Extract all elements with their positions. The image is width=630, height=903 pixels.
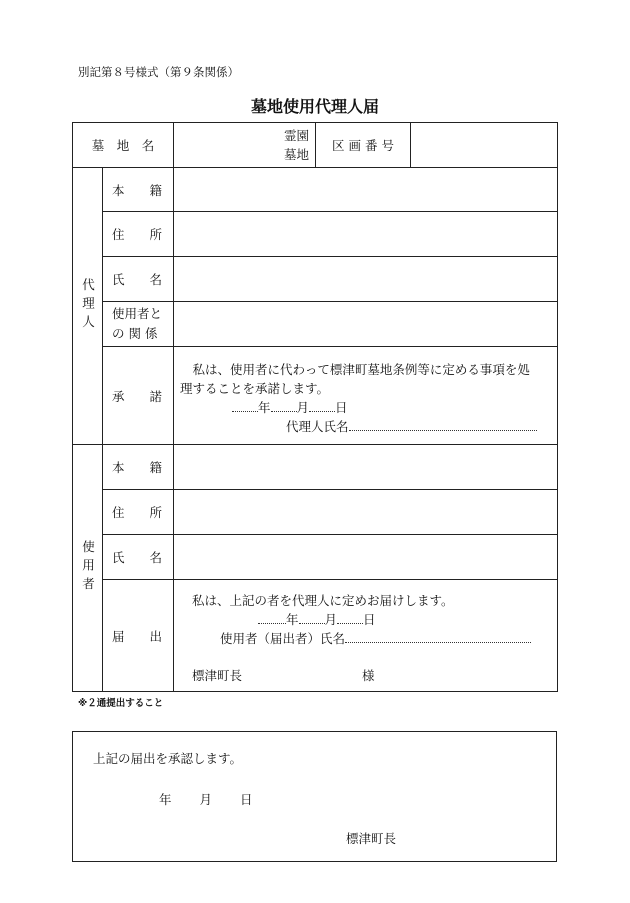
agent-group-cell: [73, 168, 103, 445]
agent-address-label-cell: [103, 212, 174, 257]
agent-relation-label-line1: 使用者と: [112, 306, 163, 321]
cemetery-row: [73, 123, 558, 168]
cemetery-label-cell: [73, 123, 174, 168]
user-filing-label: 届 出: [112, 628, 163, 644]
user-month-blank[interactable]: [299, 611, 325, 624]
approval-text: 上記の届出を承認します。: [93, 751, 243, 766]
agent-day-blank[interactable]: [309, 399, 335, 412]
approval-year: 年: [159, 792, 172, 807]
user-address-label: 住 所: [112, 505, 163, 520]
user-signature-line: [192, 629, 551, 648]
agent-signature-line: [180, 417, 551, 436]
user-address-label-cell: [103, 490, 174, 535]
agent-consent-text-2: 理することを承諾します。: [180, 380, 330, 396]
agent-date-line: 年 月 日: [180, 398, 551, 417]
agent-year-blank[interactable]: [232, 399, 258, 412]
agent-domicile-field[interactable]: [174, 168, 558, 212]
agent-consent-text-1: 私は、使用者に代わって標津町墓地条例等に定める事項を処: [192, 361, 530, 377]
addressee-mayor: 標津町長: [192, 667, 243, 683]
section-number-label: 区 画 番 号: [332, 138, 394, 153]
agent-group-label: 代理人: [80, 278, 96, 334]
cemetery-type-bochi: 墓地: [284, 147, 310, 162]
agent-consent-field[interactable]: [174, 347, 558, 445]
user-group-label: 使用者: [80, 540, 96, 596]
approval-month: 月: [199, 792, 213, 807]
agent-domicile-label-cell: [103, 168, 174, 212]
user-domicile-label-cell: [103, 445, 174, 490]
user-domicile-field[interactable]: [174, 445, 558, 490]
section-number-value[interactable]: [411, 123, 558, 168]
user-filing-field[interactable]: [174, 580, 558, 692]
user-date-line: 年 月 日: [192, 610, 551, 629]
agent-relation-label-line2: の 関 係: [112, 326, 158, 341]
agent-address-label: 住 所: [112, 227, 163, 242]
agent-relation-field[interactable]: [174, 302, 558, 347]
cemetery-type-reien: 霊園: [284, 128, 310, 143]
user-name-label-cell: [103, 535, 174, 580]
user-address-field[interactable]: [174, 490, 558, 535]
cemetery-name-value[interactable]: [174, 123, 316, 168]
user-filing-label-cell: [103, 580, 174, 692]
cemetery-name-label: 墓 地 名: [91, 138, 155, 153]
form-reference: 別記第８号様式（第９条関係）: [78, 65, 239, 79]
section-number-label-cell: [316, 123, 411, 168]
form-table: [72, 122, 558, 692]
agent-month-blank[interactable]: [271, 399, 297, 412]
user-filing-text: 私は、上記の者を代理人に定めお届けします。: [192, 592, 454, 608]
user-signature-label: 使用者（届出者）氏名: [220, 630, 346, 646]
user-name-label: 氏 名: [112, 550, 163, 565]
agent-signature-blank[interactable]: [349, 418, 537, 431]
agent-signature-label: 代理人氏名: [286, 418, 349, 434]
agent-domicile-label: 本 籍: [112, 182, 163, 198]
user-day-blank[interactable]: [337, 611, 363, 624]
form-title: 墓地使用代理人届: [250, 97, 379, 116]
addressee-line: [192, 666, 551, 685]
user-group-cell: [73, 445, 103, 692]
agent-consent-label-cell: [103, 347, 174, 445]
agent-name-field[interactable]: [174, 257, 558, 302]
approval-day: 日: [240, 792, 253, 807]
addressee-honorific: 様: [362, 667, 375, 683]
approval-box: [72, 731, 557, 862]
approver-mayor: 標津町長: [346, 831, 397, 846]
agent-name-label: 氏 名: [112, 272, 163, 287]
user-domicile-label: 本 籍: [112, 460, 163, 475]
user-year-blank[interactable]: [258, 611, 286, 624]
agent-consent-label: 承 諾: [112, 388, 163, 404]
agent-address-field[interactable]: [174, 212, 558, 257]
agent-relation-label-cell: [103, 302, 174, 347]
user-name-field[interactable]: [174, 535, 558, 580]
user-signature-blank[interactable]: [345, 630, 531, 643]
agent-name-label-cell: [103, 257, 174, 302]
submission-note: ※２通提出すること: [78, 698, 164, 709]
approval-date-line: [159, 790, 253, 808]
